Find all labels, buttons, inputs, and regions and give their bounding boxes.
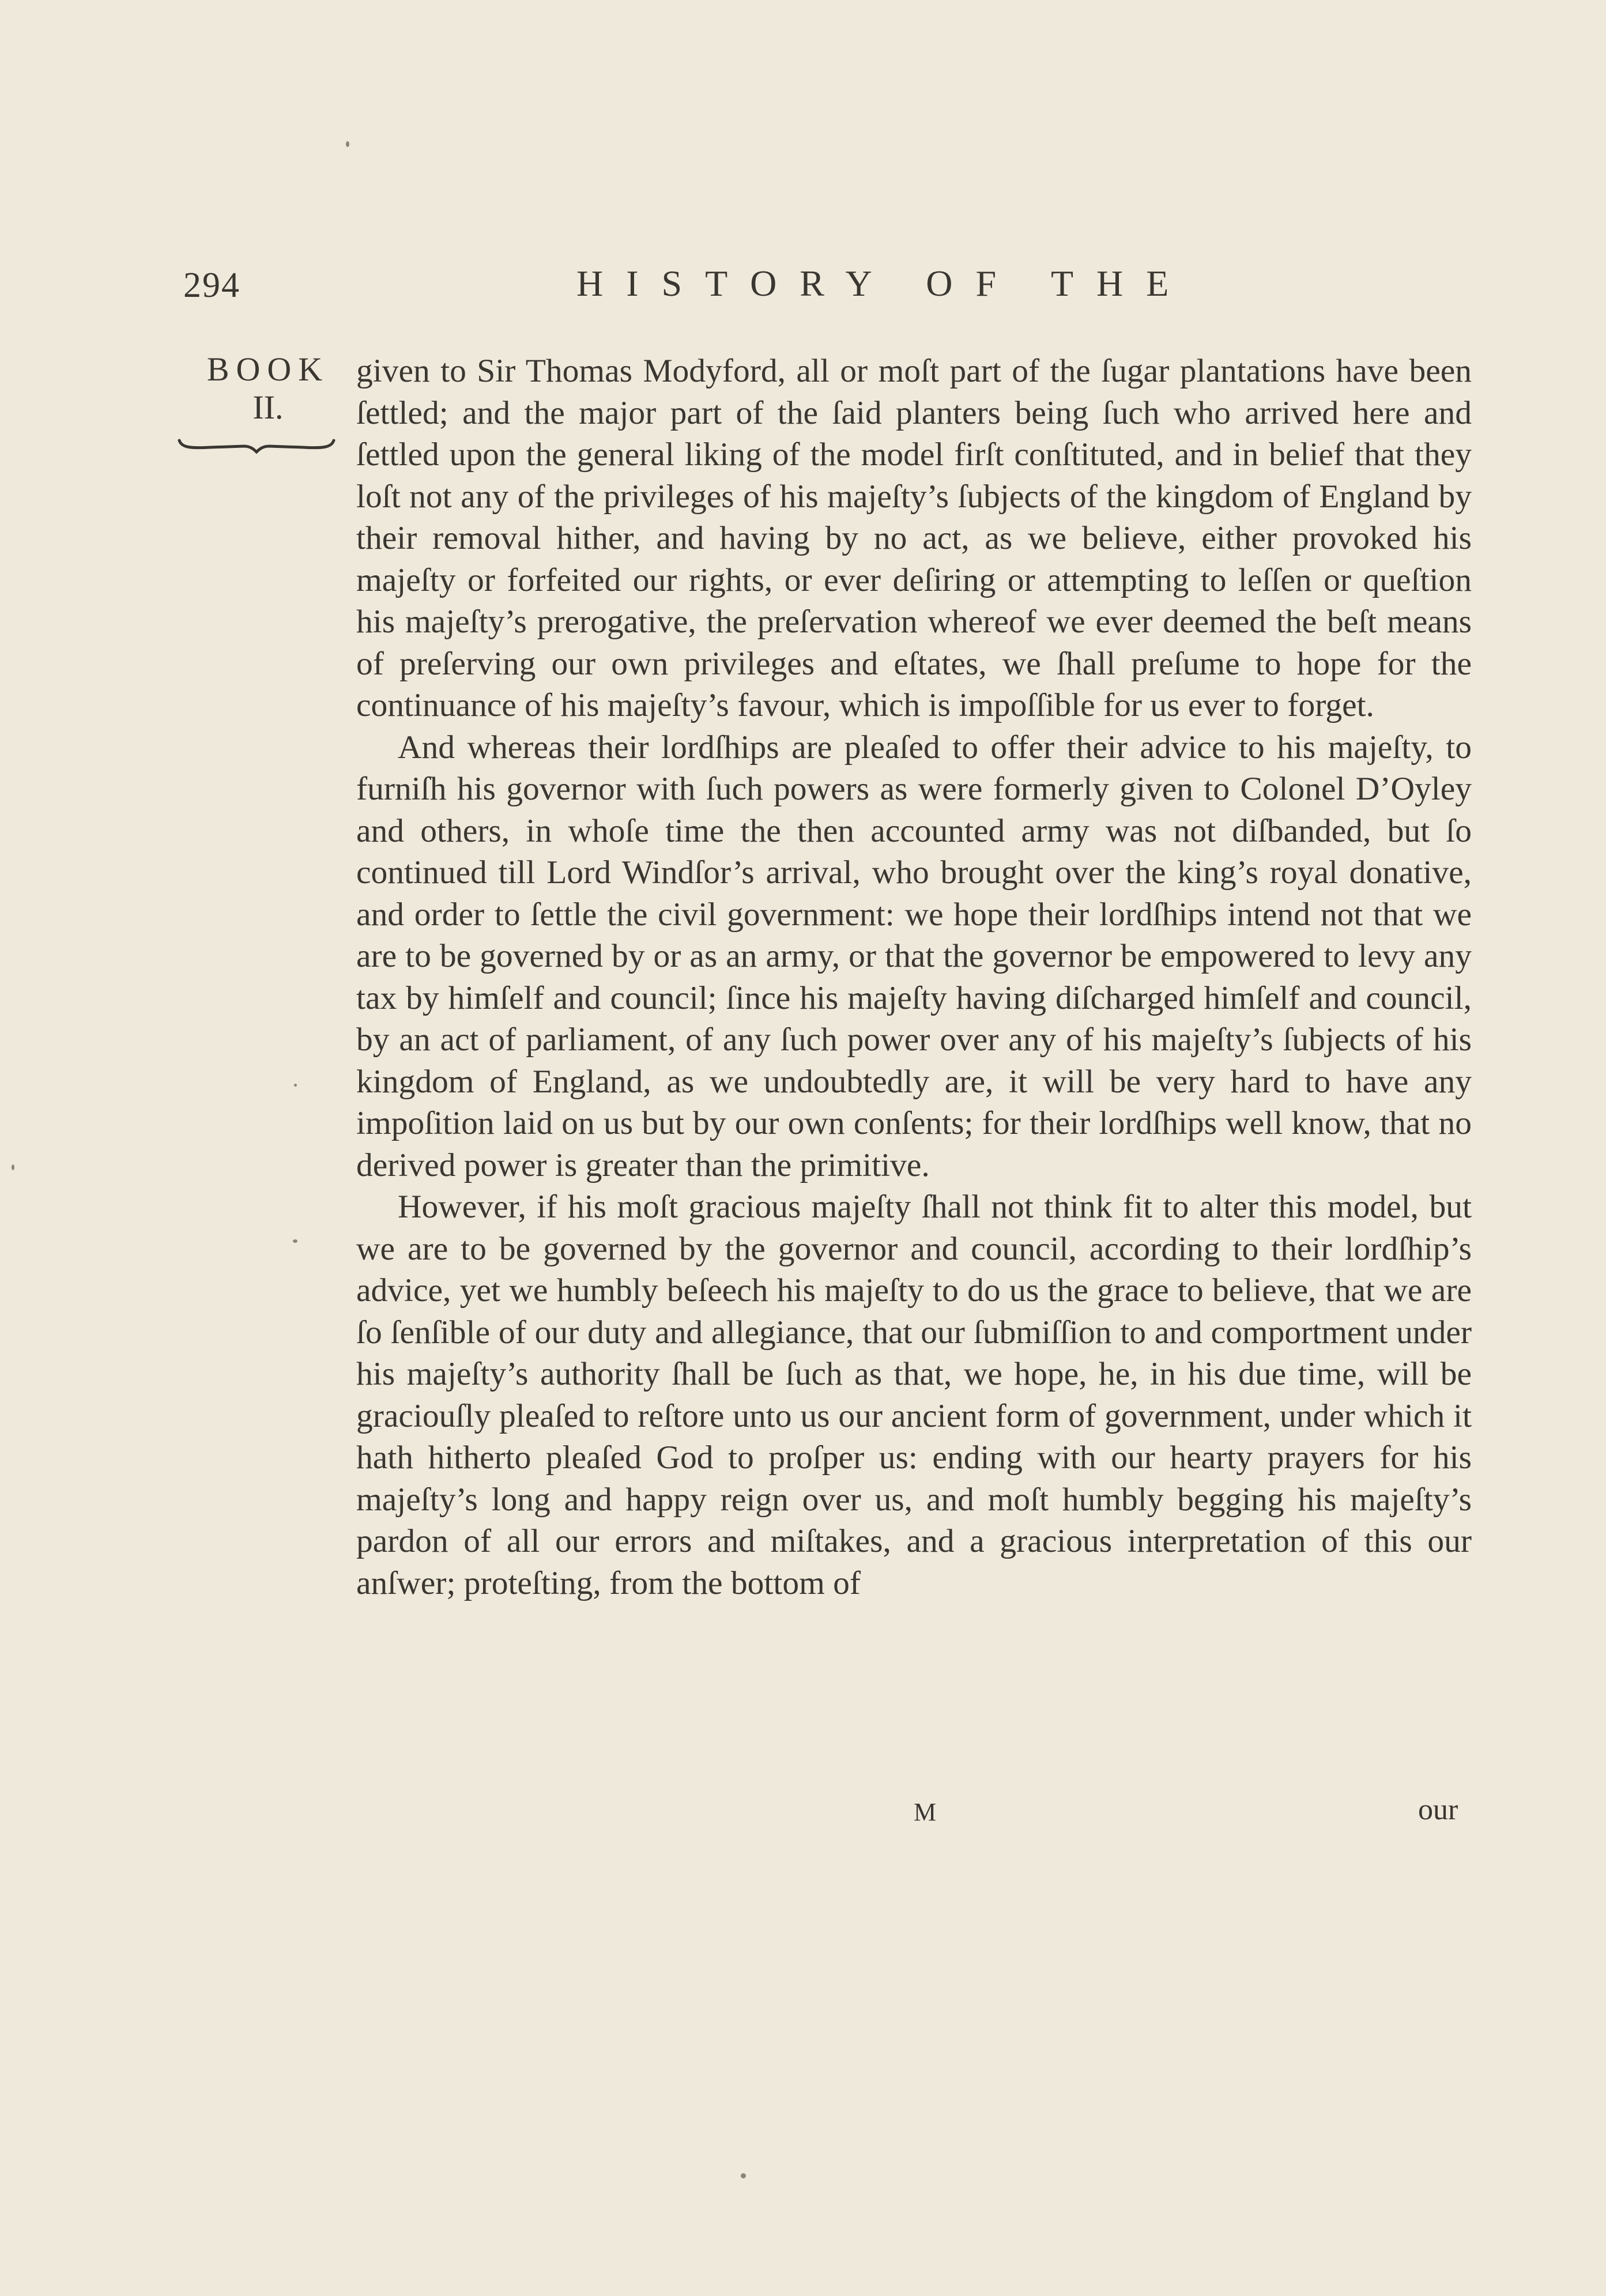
paper-speck <box>741 2173 746 2178</box>
paper-speck <box>293 1239 297 1243</box>
paragraph: However, if his moſt gracious majeſty ſhall not think fit to alter this model, but we are to be governed by the governor and council, according to their lordſhip’s advice, yet we humbly beſeech his majeſty to do us the grace to believe, that we are ſo ſenſible of our duty and allegiance, that our ſubmiſſion to and comportment under his majeſty’s authority ſhall be ſuch as that, we hope, he, in his due time, will be graciouſly pleaſed to reſtore unto us our ancient form of government, under which it hath hitherto pleaſed God to proſper us: ending with our hearty prayers for his majeſty’s long and happy reign over us, and moſt humbly begging his majeſty’s pardon of all our errors and miſtakes, and a gracious interpretation of this our anſwer; proteſting, from the bottom of <box>356 1189 1472 1601</box>
book-number: II. <box>252 389 284 426</box>
catchword: our <box>1418 1793 1458 1826</box>
paper-speck <box>346 141 349 147</box>
paper-speck <box>294 1084 297 1087</box>
margin-note <box>190 349 346 428</box>
paragraph: And whereas their lordſhips are pleaſed to offer their advice to his majeſty, to furniſh his governor with ſuch powers as were formerly given to Colonel D’Oyley and others, in whoſe time the then accounted army was not diſbanded, but ſo continued till Lord Windſor’s arrival, who brought over the king’s royal donative, and order to ſettle the civil government: we hope their lordſhips intend not that we are to be governed by or as an army, or that the governor be empowered to levy any tax by himſelf and council; ſince his majeſty having diſcharged himſelf and council, by an act of parliament, of any ſuch power over any of his majeſty’s ſubjects of his kingdom of England, as we undoubtedly are, it will be very hard to have any impoſition laid on us but by our own conſents; for their lordſhips well know, that no derived power is greater than the primitive. <box>356 729 1472 1183</box>
running-title: HISTORY OF THE <box>576 263 1192 304</box>
body-text <box>356 350 1472 1604</box>
signature-mark: M <box>914 1798 937 1826</box>
page-number: 294 <box>183 266 240 305</box>
book-label: BOOK <box>206 350 330 388</box>
paper-speck <box>12 1164 14 1170</box>
paragraph: given to Sir Thomas Modyford, all or moſt part of the ſugar plantations have been ſettled; and the major part of the ſaid planters being ſuch who arrived here and ſettled upon the general liking of the model firſt conſtituted, and in belief that they loſt not any of the privileges of his majeſty’s ſubjects of the kingdom of England by their removal hither, and having by no act, as we believe, either provoked his majeſty or forfeited our rights, or ever deſiring or attempting to leſſen or queſtion his majeſty’s prerogative, the preſervation whereof we ever deemed the beſt means of preſerving our own privileges and eſtates, we ſhall preſume to hope for the continuance of his majeſty’s favour, which is impoſſible for us ever to forget. <box>356 353 1472 723</box>
brace-ornament <box>176 432 337 455</box>
